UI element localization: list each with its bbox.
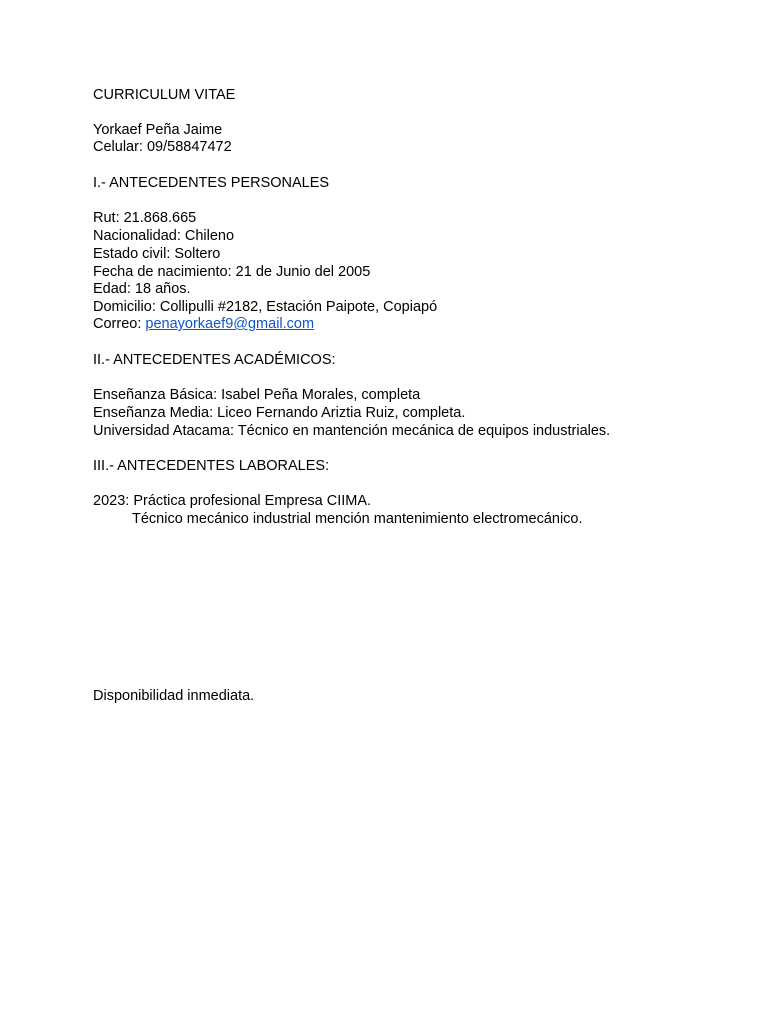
rut-line: Rut: 21.868.665 (93, 210, 197, 226)
address-line: Domicilio: Collipulli #2182, Estación Paipote, Copiapó (93, 299, 438, 315)
secondary-education-line: Enseñanza Media: Liceo Fernando Ariztia Ruiz, completa. (93, 405, 466, 421)
civil-status-line: Estado civil: Soltero (93, 246, 221, 262)
section-personal-heading: I.- ANTECEDENTES PERSONALES (93, 175, 330, 191)
phone-number: Celular: 09/58847472 (93, 139, 232, 155)
section-academic-heading: II.- ANTECEDENTES ACADÉMICOS: (93, 352, 336, 368)
university-line: Universidad Atacama: Técnico en mantención mecánica de equipos industriales. (93, 423, 611, 439)
section-work-heading: III.- ANTECEDENTES LABORALES: (93, 458, 330, 474)
person-name: Yorkaef Peña Jaime (93, 122, 223, 138)
email-link[interactable]: penayorkaef9@gmail.com (145, 316, 315, 332)
email-label: Correo: (93, 316, 146, 332)
basic-education-line: Enseñanza Básica: Isabel Peña Morales, completa (93, 387, 421, 403)
document-title: CURRICULUM VITAE (93, 87, 236, 103)
job-detail-line: Técnico mecánico industrial mención mantenimiento electromecánico. (132, 511, 583, 527)
nationality-line: Nacionalidad: Chileno (93, 228, 235, 244)
job-line: 2023: Práctica profesional Empresa CIIMA. (93, 493, 372, 509)
age-line: Edad: 18 años. (93, 281, 191, 297)
availability-line: Disponibilidad inmediata. (93, 688, 255, 704)
birth-date-line: Fecha de nacimiento: 21 de Junio del 2005 (93, 264, 371, 280)
email-line (93, 316, 314, 334)
